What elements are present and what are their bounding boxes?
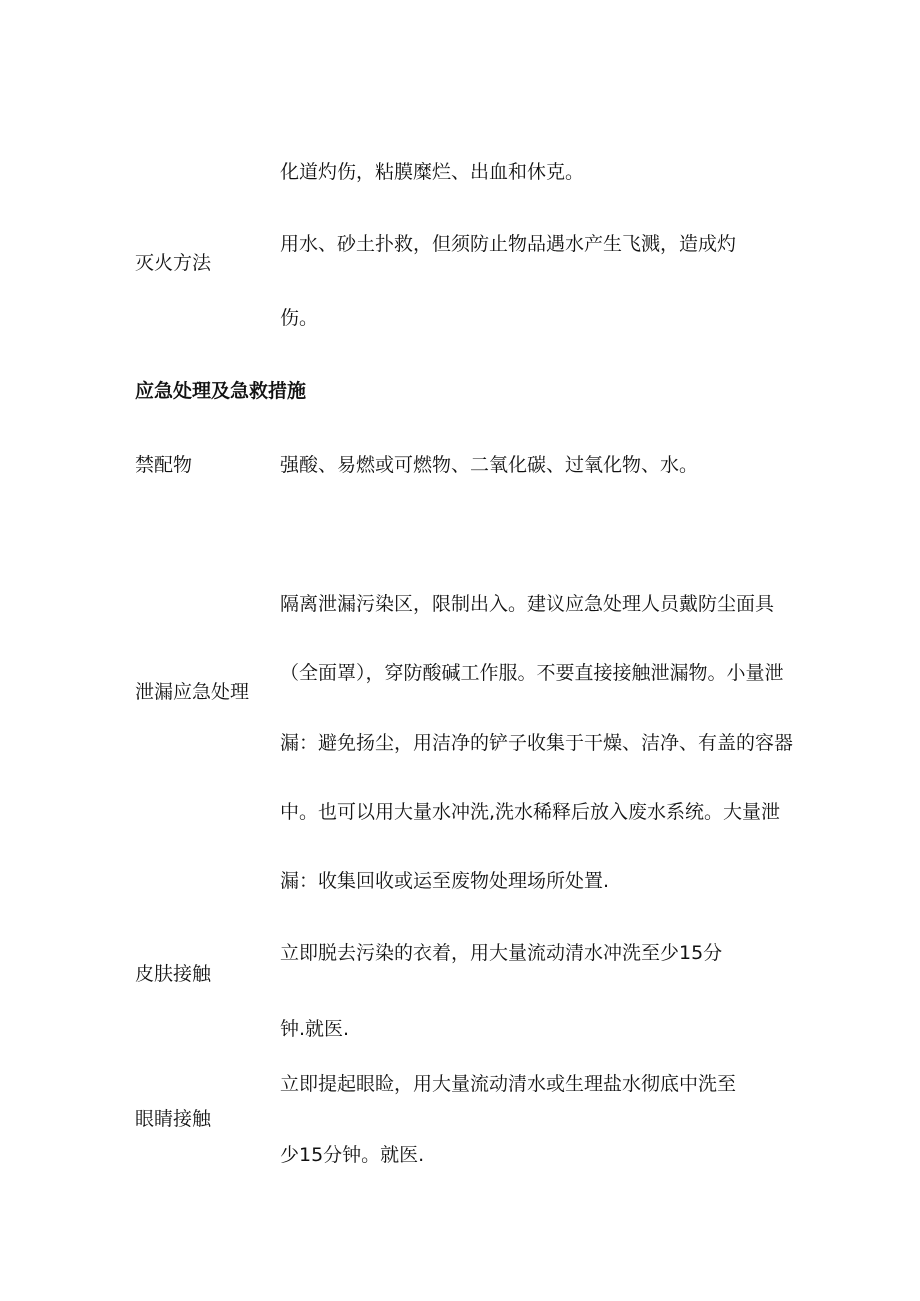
leak-line-1: 隔离泄漏污染区，限制出入。建议应急处理人员戴防尘面具: [280, 593, 775, 615]
section-heading: 应急处理及急救措施: [135, 380, 307, 402]
fire-method-label: 灭火方法: [135, 252, 212, 274]
leak-line-3: 漏：避免扬尘，用洁净的铲子收集于干燥、洁净、有盖的容器: [280, 732, 794, 754]
skin-contact-line-2: 钟.就医.: [280, 1018, 350, 1040]
leak-line-4: 中。也可以用大量水冲洗,洗水稀释后放入废水系统。大量泄: [280, 801, 781, 823]
eye-contact-line-2: 少15分钟。就医.: [280, 1144, 425, 1166]
leak-line-2: （全面罩），穿防酸碱工作服。不要直接接触泄漏物。小量泄: [280, 662, 784, 684]
eye-contact-line-1: 立即提起眼睑，用大量流动清水或生理盐水彻底中洗至: [280, 1073, 737, 1095]
leak-label: 泄漏应急处理: [135, 681, 250, 703]
continued-text-line: 化道灼伤，粘膜糜烂、出血和休克。: [280, 161, 585, 183]
skin-contact-label: 皮肤接触: [135, 963, 212, 985]
skin-contact-line-1: 立即脱去污染的衣着，用大量流动清水冲洗至少15分: [280, 942, 723, 964]
eye-contact-label: 眼睛接触: [135, 1108, 212, 1130]
fire-method-line-2: 伤。: [280, 307, 319, 329]
incompatible-text: 强酸、易燃或可燃物、二氧化碳、过氧化物、水。: [280, 454, 699, 476]
leak-line-5: 漏：收集回收或运至废物处理场所处置.: [280, 870, 610, 892]
incompatible-label: 禁配物: [135, 454, 193, 476]
fire-method-line-1: 用水、砂土扑救，但须防止物品遇水产生飞溅，造成灼: [280, 233, 737, 255]
